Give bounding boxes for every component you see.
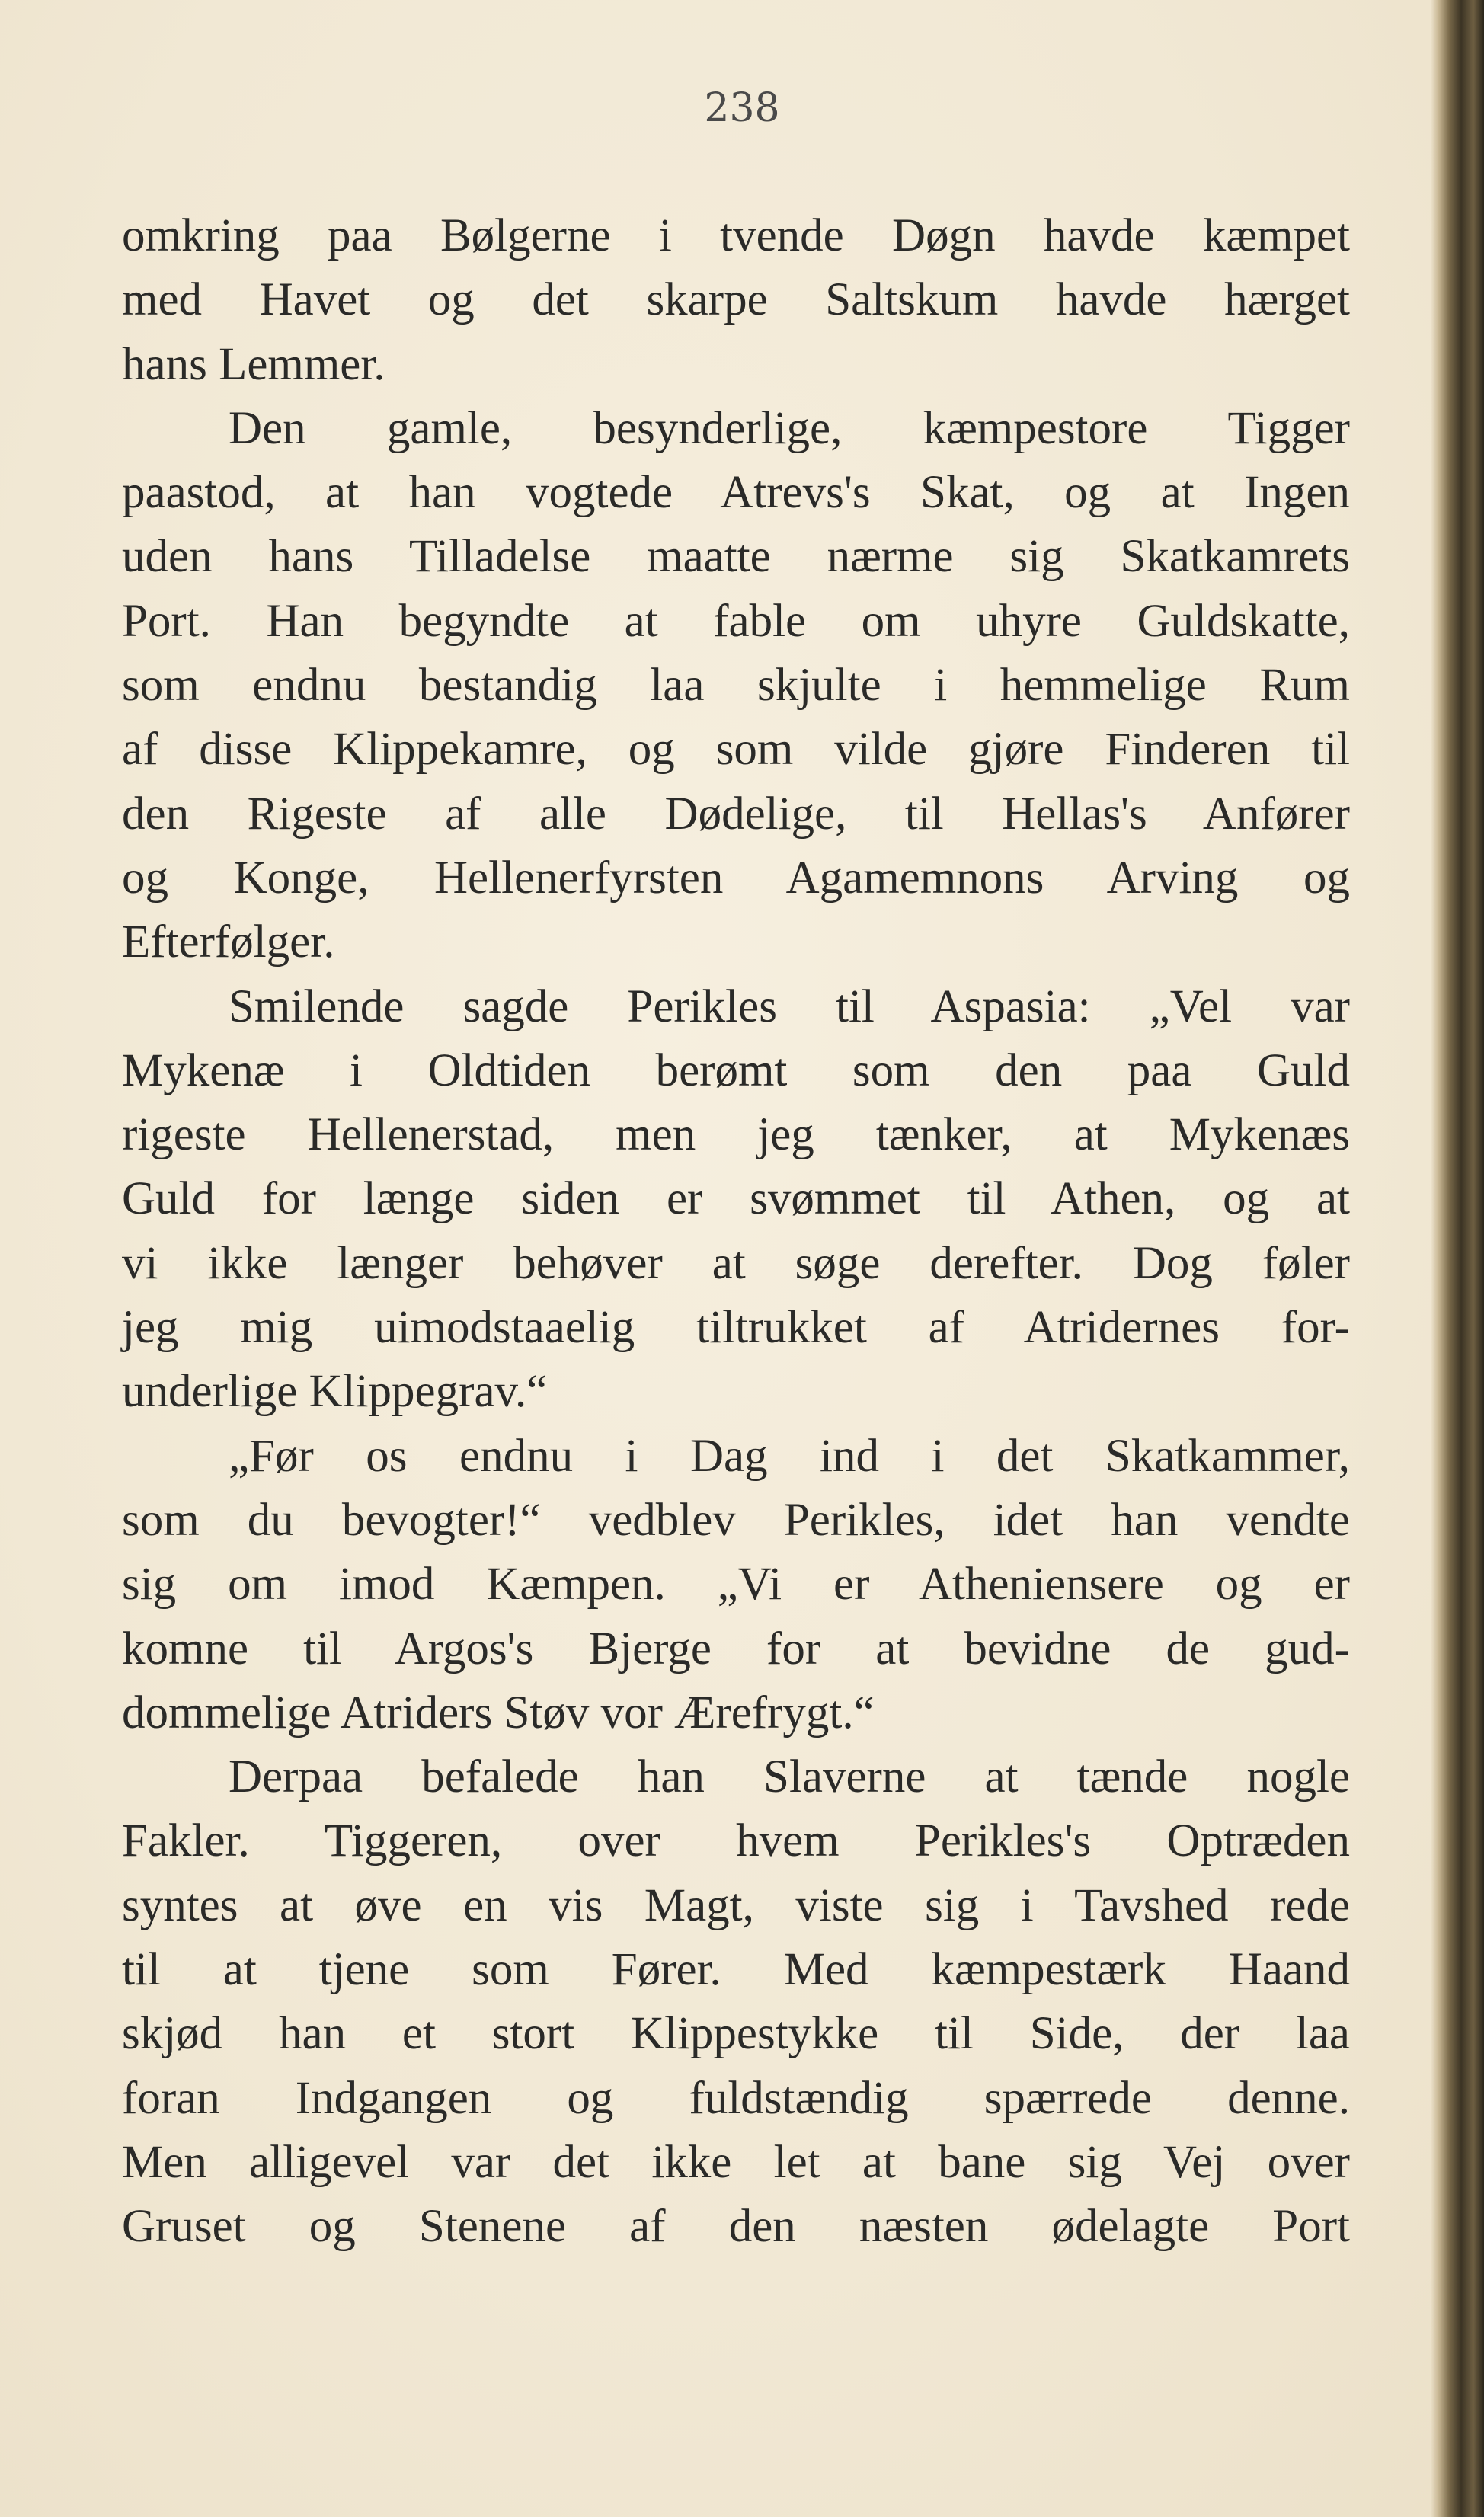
text-line: paastod, at han vogtede Atrevs's Skat, og at Ingen <box>122 467 1350 519</box>
text-line: komne til Argos's Bjerge for at bevidne de gud- <box>122 1623 1350 1674</box>
text-line: Mykenæ i Oldtiden berømt som den paa Guld <box>122 1044 1350 1096</box>
page-number: 238 <box>704 85 780 131</box>
text-line: skjød han et stort Klippestykke til Side, der laa <box>122 2008 1350 2060</box>
text-line: uden hans Tilladelse maatte nærme sig Skatkamrets <box>122 531 1350 583</box>
text-line: sig om imod Kæmpen. „Vi er Atheniensere og er <box>122 1559 1350 1610</box>
text-line: til at tjene som Fører. Med kæmpestærk Haand <box>122 1944 1350 1996</box>
text-line: Guld for længe siden er svømmet til Athen, og at <box>122 1173 1350 1225</box>
text-line: med Havet og det skarpe Saltskum havde hærget <box>122 274 1350 326</box>
text-line: omkring paa Bølgerne i tvende Døgn havde kæmpet <box>122 210 1350 261</box>
text-line: Port. Han begyndte at fable om uhyre Guldskatte, <box>122 595 1350 647</box>
text-line: foran Indgangen og fuldstændig spærrede denne. <box>122 2072 1350 2124</box>
text-line: dommelige Atriders Støv vor Ærefrygt.“ <box>122 1687 875 1738</box>
text-line: og Konge, Hellenerfyrsten Agamemnons Arving og <box>122 852 1350 903</box>
page-edge-binding <box>1431 0 1484 2517</box>
text-line: Efterfølger. <box>122 916 335 968</box>
text-line: Gruset og Stenene af den næsten ødelagte Port <box>122 2201 1350 2253</box>
text-line: den Rigeste af alle Dødelige, til Hellas's Anfører <box>122 788 1350 840</box>
text-line: Men alligevel var det ikke let at bane sig Vej over <box>122 2136 1350 2188</box>
text-line: rigeste Hellenerstad, men jeg tænker, at Mykenæs <box>122 1109 1350 1161</box>
text-line: af disse Klippekamre, og som vilde gjøre Finderen til <box>122 724 1350 776</box>
text-line: vi ikke længer behøver at søge derefter. Dog føler <box>122 1237 1350 1289</box>
text-line: jeg mig uimodstaaelig tiltrukket af Atridernes for- <box>122 1302 1350 1354</box>
text-line: som du bevogter!“ vedblev Perikles, idet han vendte <box>122 1494 1350 1546</box>
text-line: hans Lemmer. <box>122 338 385 390</box>
text-line: Smilende sagde Perikles til Aspasia: „Vel var <box>229 980 1350 1032</box>
text-line: underlige Klippegrav.“ <box>122 1366 548 1418</box>
text-line: Derpaa befalede han Slaverne at tænde nogle <box>229 1751 1350 1803</box>
text-line: Den gamle, besynderlige, kæmpestore Tigger <box>229 402 1350 454</box>
body-text <box>122 204 1350 2260</box>
text-line: Fakler. Tiggeren, over hvem Perikles's Optræden <box>122 1815 1350 1867</box>
text-line: „Før os endnu i Dag ind i det Skatkammer, <box>229 1430 1350 1482</box>
text-line: syntes at øve en vis Magt, viste sig i Tavshed rede <box>122 1879 1350 1931</box>
text-line: som endnu bestandig laa skjulte i hemmelige Rum <box>122 660 1350 712</box>
